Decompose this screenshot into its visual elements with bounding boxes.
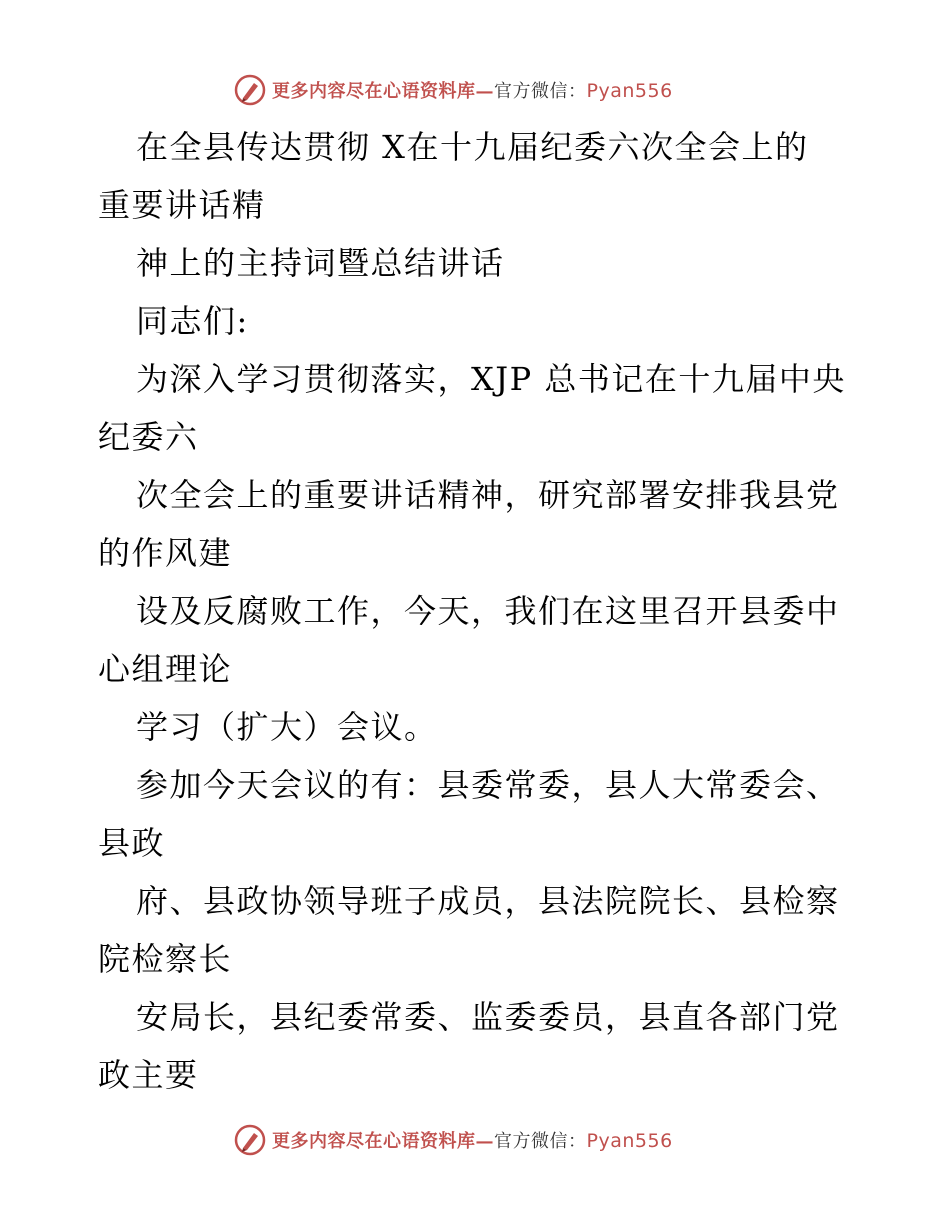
pen-logo-icon: [234, 74, 266, 106]
watermark-site: 更多内容尽在心语资料库: [272, 1131, 476, 1152]
doc-line: 神上的主持词暨总结讲话: [136, 244, 505, 282]
footer-watermark: [234, 1122, 673, 1158]
watermark-text: [272, 77, 673, 103]
doc-line: 参加今天会议的有：县委常委，县人大常委会、: [136, 766, 840, 804]
watermark-wechat-label: 官方微信：: [494, 81, 587, 102]
watermark-wechat-id: Pyan556: [586, 1130, 673, 1152]
doc-line: 府、县政协领导班子成员，县法院院长、县检察: [136, 882, 840, 920]
doc-line: 次全会上的重要讲话精神，研究部署安排我县党: [136, 476, 840, 514]
doc-line: 政主要: [98, 1056, 199, 1094]
pen-logo-icon: [234, 1124, 266, 1156]
doc-line: 的作风建: [98, 534, 233, 572]
doc-line: 为深入学习贯彻落实，XJP 总书记在十九届中央: [136, 360, 846, 398]
header-watermark: [234, 72, 673, 108]
doc-line: 安局长，县纪委常委、监委委员，县直各部门党: [136, 998, 840, 1036]
watermark-wechat-id: Pyan556: [586, 80, 673, 102]
doc-line: 院检察长: [98, 940, 233, 978]
watermark-dash: —: [475, 81, 494, 102]
doc-line: 设及反腐败工作，今天，我们在这里召开县委中: [136, 592, 840, 630]
watermark-wechat-label: 官方微信：: [494, 1131, 587, 1152]
watermark-text: [272, 1127, 673, 1153]
doc-line: 在全县传达贯彻 X在十九届纪委六次全会上的: [136, 128, 809, 166]
watermark-dash: —: [475, 1131, 494, 1152]
doc-line: 学习（扩大）会议。: [136, 708, 438, 746]
document-body: [98, 118, 858, 1104]
doc-line: 纪委六: [98, 418, 199, 456]
watermark-site: 更多内容尽在心语资料库: [272, 81, 476, 102]
doc-line: 重要讲话精: [98, 186, 266, 224]
doc-line: 同志们:: [136, 302, 249, 340]
doc-line: 心组理论: [98, 650, 233, 688]
doc-line: 县政: [98, 824, 166, 862]
